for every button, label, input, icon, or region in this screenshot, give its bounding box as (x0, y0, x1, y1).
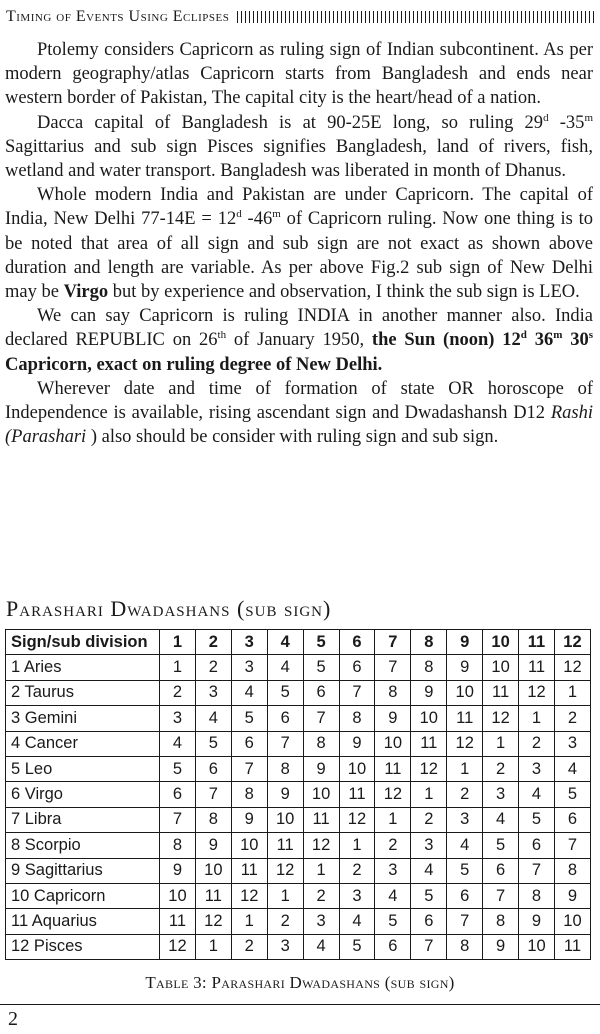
row-sign-cell: 11 Aquarius (6, 909, 160, 934)
table-cell: 3 (267, 934, 303, 959)
table-row (6, 782, 591, 807)
table-cell: 5 (303, 655, 339, 680)
table-cell: 10 (447, 680, 483, 705)
table-cell: 6 (375, 934, 411, 959)
row-sign-cell: 3 Gemini (6, 706, 160, 731)
column-header-sign: Sign/sub division (6, 630, 160, 655)
table-cell: 9 (303, 756, 339, 781)
table-cell: 6 (160, 782, 196, 807)
table-cell: 5 (160, 756, 196, 781)
table-row (6, 909, 591, 934)
table-cell: 7 (339, 680, 375, 705)
table-cell: 6 (411, 909, 447, 934)
table-cell: 12 (519, 680, 555, 705)
column-header-2: 2 (195, 630, 231, 655)
table-cell: 5 (339, 934, 375, 959)
table-cell: 3 (483, 782, 519, 807)
table-cell: 1 (519, 706, 555, 731)
table-cell: 4 (303, 934, 339, 959)
table-cell: 10 (195, 858, 231, 883)
column-header-5: 5 (303, 630, 339, 655)
table-cell: 2 (303, 883, 339, 908)
table-cell: 8 (554, 858, 590, 883)
table-cell: 12 (375, 782, 411, 807)
table-cell: 11 (447, 706, 483, 731)
table-cell: 6 (554, 807, 590, 832)
table-cell: 9 (447, 655, 483, 680)
table-cell: 9 (519, 909, 555, 934)
table-cell: 1 (483, 731, 519, 756)
table-cell: 1 (375, 807, 411, 832)
table-cell: 10 (231, 833, 267, 858)
table-row (6, 655, 591, 680)
table-cell: 3 (303, 909, 339, 934)
table-cell: 7 (519, 858, 555, 883)
table-cell: 8 (447, 934, 483, 959)
table-cell: 6 (303, 680, 339, 705)
table-cell: 2 (411, 807, 447, 832)
column-header-3: 3 (231, 630, 267, 655)
table-cell: 6 (483, 858, 519, 883)
table-cell: 11 (339, 782, 375, 807)
table-cell: 2 (195, 655, 231, 680)
table-cell: 12 (303, 833, 339, 858)
table-cell: 6 (195, 756, 231, 781)
table-cell: 2 (447, 782, 483, 807)
table-cell: 12 (411, 756, 447, 781)
table-cell: 9 (231, 807, 267, 832)
table-cell: 3 (554, 731, 590, 756)
running-header (6, 6, 594, 28)
table-body (6, 655, 591, 960)
table-row (6, 756, 591, 781)
table-cell: 1 (447, 756, 483, 781)
table-cell: 11 (303, 807, 339, 832)
table-row (6, 807, 591, 832)
table-cell: 7 (554, 833, 590, 858)
table-cell: 7 (411, 934, 447, 959)
table-cell: 3 (411, 833, 447, 858)
column-header-4: 4 (267, 630, 303, 655)
column-header-11: 11 (519, 630, 555, 655)
row-sign-cell: 9 Sagittarius (6, 858, 160, 883)
paragraph-5: Wherever date and time of formation of state OR horoscope of Independence is available, rising ascendant sign and Dwadashansh D12 Rashi (Parashari ) also should be consider with ruling sign and sub sign. (5, 378, 593, 448)
table-cell: 11 (231, 858, 267, 883)
table-cell: 10 (267, 807, 303, 832)
table-cell: 8 (339, 706, 375, 731)
table-cell: 2 (160, 680, 196, 705)
table-cell: 3 (447, 807, 483, 832)
table-cell: 5 (411, 883, 447, 908)
row-sign-cell: 2 Taurus (6, 680, 160, 705)
table-row (6, 934, 591, 959)
table-row (6, 680, 591, 705)
table-cell: 10 (483, 655, 519, 680)
table-cell: 12 (447, 731, 483, 756)
table-cell: 1 (231, 909, 267, 934)
row-sign-cell: 5 Leo (6, 756, 160, 781)
table-cell: 6 (519, 833, 555, 858)
table-cell: 5 (267, 680, 303, 705)
table-cell: 2 (483, 756, 519, 781)
column-header-8: 8 (411, 630, 447, 655)
table-cell: 7 (375, 655, 411, 680)
table-cell: 8 (519, 883, 555, 908)
footer-rule (0, 1004, 600, 1005)
table-cell: 5 (483, 833, 519, 858)
table-cell: 10 (554, 909, 590, 934)
column-header-9: 9 (447, 630, 483, 655)
table-cell: 8 (231, 782, 267, 807)
table-cell: 3 (160, 706, 196, 731)
row-sign-cell: 4 Cancer (6, 731, 160, 756)
table-cell: 8 (303, 731, 339, 756)
table-row (6, 706, 591, 731)
column-header-10: 10 (483, 630, 519, 655)
table-cell: 4 (267, 655, 303, 680)
header-decorative-rule (237, 11, 594, 23)
paragraph-2: Dacca capital of Bangladesh is at 90-25E long, so ruling 29$^d$ -35$^m$ Sagittarius and sub sign Pisces signifies Bangladesh, land of rivers, fish, wetland and water transport. Bangladesh was liberated in month of Dhanus. (5, 111, 593, 182)
table-cell: 1 (303, 858, 339, 883)
table-cell: 5 (195, 731, 231, 756)
row-sign-cell: 10 Capricorn (6, 883, 160, 908)
table-cell: 4 (231, 680, 267, 705)
table-cell: 2 (375, 833, 411, 858)
paragraph-4: We can say Capricorn is ruling INDIA in another manner also. India declared REPUBLIC on 26th of January 1950, the Sun (noon) 12$^d$ 36$^m$ 30$^s$ Capricorn, exact on ruling degree of New Delhi. (5, 306, 594, 375)
paragraph-1: Ptolemy considers Capricorn as ruling sign of Indian subcontinent. As per modern geography/atlas Capricorn starts from Bangladesh and ends near western border of Pakistan, The capital city is the heart/head of a nation. (5, 40, 593, 109)
table-cell: 11 (267, 833, 303, 858)
table-cell: 2 (554, 706, 590, 731)
table-row (6, 833, 591, 858)
table-cell: 10 (411, 706, 447, 731)
table-cell: 2 (267, 909, 303, 934)
table-cell: 9 (411, 680, 447, 705)
table-row (6, 858, 591, 883)
table-cell: 1 (195, 934, 231, 959)
table-cell: 7 (160, 807, 196, 832)
table-cell: 1 (160, 655, 196, 680)
table-cell: 3 (195, 680, 231, 705)
table-cell: 8 (411, 655, 447, 680)
table-cell: 7 (195, 782, 231, 807)
paragraph-3: Whole modern India and Pakistan are under Capricorn. The capital of India, New Delhi $77-14E = 12^d$ -46$^m$ of Capricorn ruling. Now one thing is to be noted that area of all sign and sub sign are not exact as shown above duration and length are variable. As per above Fig.2 sub sign of New Delhi may be Virgo but by experience and observation, I think the sub sign is LEO. (5, 185, 594, 303)
table-cell: 10 (303, 782, 339, 807)
table-cell: 11 (554, 934, 590, 959)
table-cell: 5 (554, 782, 590, 807)
table-cell: 4 (483, 807, 519, 832)
table-cell: 3 (375, 858, 411, 883)
running-header-title: Timing of Events Using Eclipses (6, 8, 230, 25)
table-cell: 11 (375, 756, 411, 781)
table-cell: 5 (375, 909, 411, 934)
table-cell: 7 (267, 731, 303, 756)
table-cell: 4 (411, 858, 447, 883)
table-cell: 12 (554, 655, 590, 680)
table-cell: 6 (231, 731, 267, 756)
table-cell: 8 (160, 833, 196, 858)
table-cell: 4 (195, 706, 231, 731)
page-number: 2 (8, 1008, 18, 1030)
table-cell: 7 (231, 756, 267, 781)
table-cell: 8 (267, 756, 303, 781)
table-cell: 9 (554, 883, 590, 908)
table-cell: 10 (519, 934, 555, 959)
table-cell: 3 (231, 655, 267, 680)
table-cell: 3 (339, 883, 375, 908)
table-cell: 11 (411, 731, 447, 756)
column-header-12: 12 (554, 630, 590, 655)
table-cell: 4 (447, 833, 483, 858)
bold-sun-position: the Sun (noon) 12$^d$ 36$^m$ 30$^s$ Capricorn, exact on ruling degree of New Delhi. (5, 329, 594, 375)
table-cell: 4 (160, 731, 196, 756)
table-cell: 10 (339, 756, 375, 781)
table-cell: 1 (339, 833, 375, 858)
table-cell: 2 (231, 934, 267, 959)
row-sign-cell: 6 Virgo (6, 782, 160, 807)
table-cell: 7 (483, 883, 519, 908)
table-cell: 6 (267, 706, 303, 731)
table-cell: 9 (160, 858, 196, 883)
table-cell: 2 (339, 858, 375, 883)
table-caption: Table 3: Parashari Dwadashans (sub sign) (145, 973, 455, 992)
table-cell: 12 (195, 909, 231, 934)
table-cell: 11 (483, 680, 519, 705)
row-sign-cell: 12 Pisces (6, 934, 160, 959)
row-sign-cell: 7 Libra (6, 807, 160, 832)
table-cell: 10 (160, 883, 196, 908)
table-cell: 12 (483, 706, 519, 731)
table-cell: 6 (447, 883, 483, 908)
table-cell: 1 (267, 883, 303, 908)
table-cell: 5 (519, 807, 555, 832)
table-cell: 12 (339, 807, 375, 832)
dwadashans-table (5, 629, 591, 960)
table-cell: 12 (267, 858, 303, 883)
table-cell: 9 (339, 731, 375, 756)
table-cell: 8 (195, 807, 231, 832)
table-cell: 7 (447, 909, 483, 934)
table-cell: 7 (303, 706, 339, 731)
table-cell: 9 (267, 782, 303, 807)
row-sign-cell: 1 Aries (6, 655, 160, 680)
table-cell: 12 (231, 883, 267, 908)
table-cell: 8 (483, 909, 519, 934)
table-cell: 4 (519, 782, 555, 807)
table-cell: 9 (375, 706, 411, 731)
table-cell: 12 (160, 934, 196, 959)
table-cell: 3 (519, 756, 555, 781)
table-cell: 2 (519, 731, 555, 756)
section-title: Parashari Dwadashans (sub sign) (6, 596, 332, 621)
table-cell: 10 (375, 731, 411, 756)
table-cell: 9 (195, 833, 231, 858)
table-header-row (6, 630, 591, 655)
row-sign-cell: 8 Scorpio (6, 833, 160, 858)
table-cell: 1 (411, 782, 447, 807)
table-cell: 8 (375, 680, 411, 705)
table-row (6, 731, 591, 756)
table-cell: 4 (339, 909, 375, 934)
table-cell: 5 (447, 858, 483, 883)
table-cell: 6 (339, 655, 375, 680)
table-row (6, 883, 591, 908)
table-cell: 11 (160, 909, 196, 934)
table-cell: 11 (195, 883, 231, 908)
column-header-7: 7 (375, 630, 411, 655)
body-text (5, 38, 593, 449)
table-cell: 4 (554, 756, 590, 781)
table-cell: 4 (375, 883, 411, 908)
table-cell: 11 (519, 655, 555, 680)
column-header-6: 6 (339, 630, 375, 655)
table-cell: 1 (554, 680, 590, 705)
column-header-1: 1 (160, 630, 196, 655)
table-cell: 5 (231, 706, 267, 731)
table-cell: 9 (483, 934, 519, 959)
